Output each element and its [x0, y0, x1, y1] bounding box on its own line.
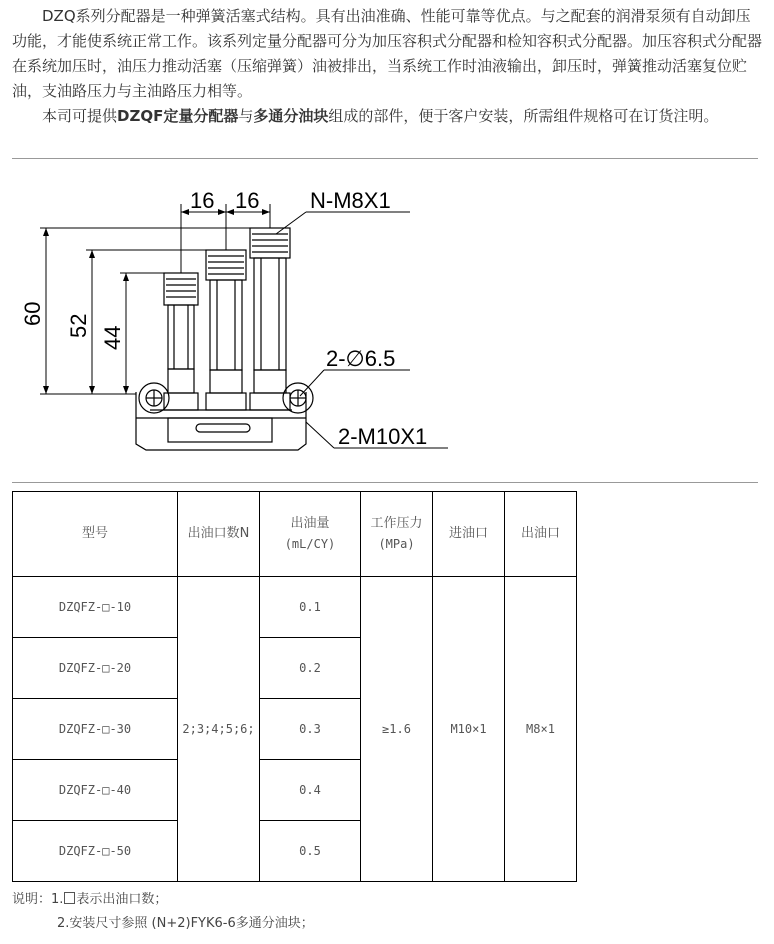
cell-output: 0.3 [260, 699, 361, 760]
header-inlet: 进油口 [433, 492, 505, 577]
intro-p2-e: 组成的部件，便于客户安装，所需组件规格可在订货注明。 [328, 107, 719, 125]
intro-paragraph-2 [12, 104, 764, 129]
hole-label: 2-∅6.5 [326, 346, 396, 371]
cell-output: 0.2 [260, 638, 361, 699]
cell-model: DZQFZ-□-50 [13, 821, 178, 882]
header-pressure-line1: 工作压力 [370, 516, 423, 531]
note-1 [12, 888, 314, 912]
note-2: 2.安装尺寸参照 (N+2)FYK6-6多通分油块； [57, 916, 314, 931]
dim-60: 60 [20, 301, 45, 326]
notes [12, 888, 314, 936]
cell-output: 0.1 [260, 577, 361, 638]
intro-block-name: 多通分油块 [253, 107, 329, 125]
outlet-thread-label: N-M8X1 [310, 188, 391, 213]
cell-outlet: M8×1 [505, 577, 577, 882]
header-model: 型号 [13, 492, 178, 577]
cell-model: DZQFZ-□-10 [13, 577, 178, 638]
cell-model: DZQFZ-□-30 [13, 699, 178, 760]
intro-p2-a: 本司可提供 [42, 107, 118, 125]
cell-model: DZQFZ-□-20 [13, 638, 178, 699]
table-row [13, 577, 577, 638]
inlet-thread-label: 2-M10X1 [338, 424, 428, 449]
intro-product-name: DZQF定量分配器 [117, 107, 239, 125]
dim-16-right: 16 [235, 188, 260, 213]
cell-model: DZQFZ-□-40 [13, 760, 178, 821]
cell-outlets: 2;3;4;5;6; [178, 577, 260, 882]
cell-output: 0.4 [260, 760, 361, 821]
dim-44: 44 [100, 325, 125, 350]
note-1-text: 表示出油口数； [76, 892, 168, 907]
header-outlet: 出油口 [505, 492, 577, 577]
intro-paragraph-1: DZQ系列分配器是一种弹簧活塞式结构。具有出油准确、性能可靠等优点。与之配套的润滑泵须有自动卸压功能，才能使系统正常工作。该系列定量分配器可分为加压容积式分配器和检知容积式分配器。加压容积式分配器在系统加压时，油压力推动活塞（压缩弹簧）油被排出，当系统工作时油液输出，卸压时，弹簧推动活塞复位贮油，支油路压力与主油路压力相等。 [12, 7, 763, 100]
spec-table [12, 491, 577, 882]
header-pressure-line2: (MPa) [378, 537, 415, 551]
divider-top [12, 158, 758, 159]
header-output-line1: 出油量 [290, 516, 330, 531]
notes-label: 说明： [12, 892, 52, 907]
header-pressure [361, 492, 433, 577]
table-header-row [13, 492, 577, 577]
header-output-line2: (mL/CY) [284, 537, 336, 551]
header-outlets: 出油口数N [178, 492, 260, 577]
cell-pressure: ≥1.6 [361, 577, 433, 882]
dim-16-left: 16 [190, 188, 215, 213]
divider-bottom [12, 482, 758, 483]
distributor-drawing [0, 160, 774, 480]
cell-inlet: M10×1 [433, 577, 505, 882]
intro-text [12, 4, 764, 129]
dim-52: 52 [66, 313, 91, 338]
note-1-num: 1. [51, 892, 64, 907]
header-output [260, 492, 361, 577]
cell-output: 0.5 [260, 821, 361, 882]
intro-p2-c: 与 [238, 107, 254, 125]
placeholder-box-icon [64, 892, 75, 904]
